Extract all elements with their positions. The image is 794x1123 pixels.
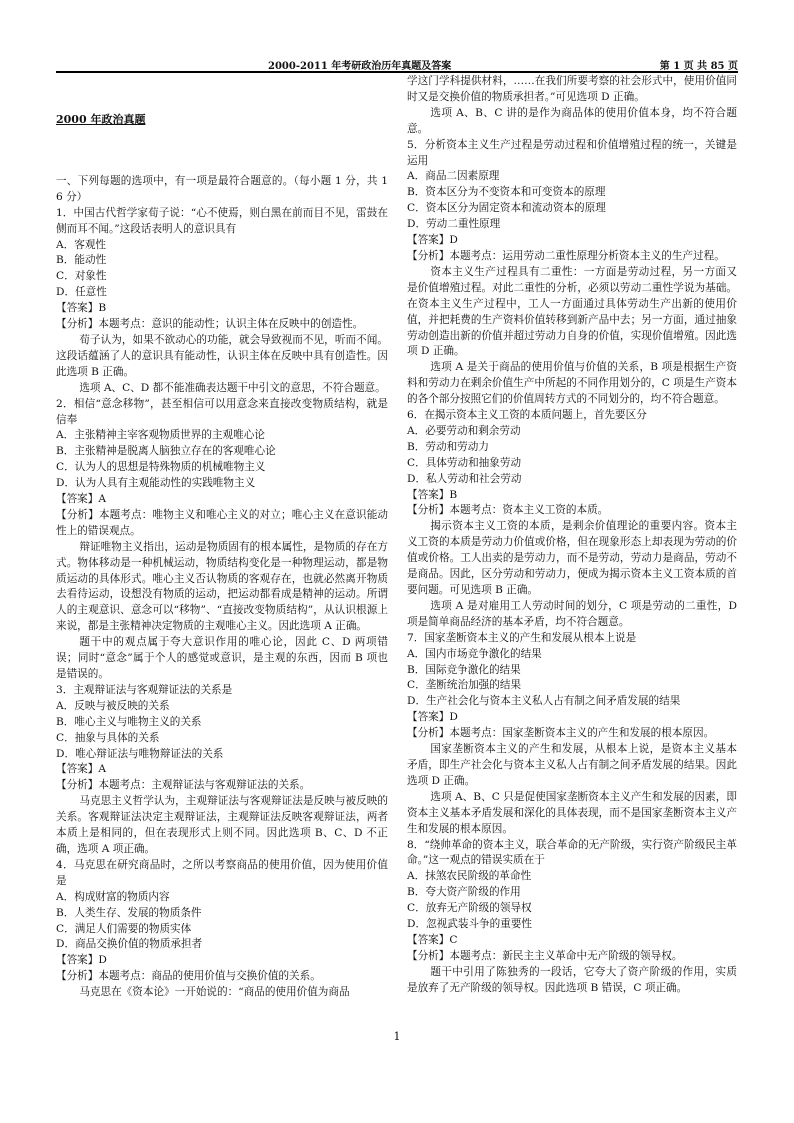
paragraph: B．国际竞争激化的结果 xyxy=(407,663,521,676)
paragraph: 选项 A 是关于商品的使用价值与价值的关系，B 项是根据生产资料和劳动力在剩余价值生产中所起的不同作用划分的，C 项是生产资本的各个部分按照它们的价值周转方式的不同划分的，均不符合题意。 xyxy=(407,361,737,406)
paragraph: 荀子认为，如果不欲动心的功能，就会导致视而不见，听而不闻。这段话蕴涵了人的意识具有能动性，认识主体在反映中具有创造性。因此选项 B 正确。 xyxy=(56,333,388,378)
paragraph: 辩证唯物主义指出，运动是物质固有的根本属性，是物质的存在方式。物体移动是一种机械运动，物质结构变化是一种物理运动，都是物质运动的具体形式。唯心主义否认物质的客观存在，也就必然离开物质去看待运动，设想没有物质的运动，把运动都看成是精神的运动。所谓人的主观意识、意念可以“移物”、“直接改变物质结构”，从认识根源上来说，都是主张精神决定物质的主观唯心主义。因此选项 A 正确。 xyxy=(56,540,388,633)
paragraph: 【分析】本题考点：商品的使用价值与交换价值的关系。 xyxy=(56,970,321,983)
paragraph: D．私人劳动和社会劳动 xyxy=(407,472,522,485)
paragraph: C．放弃无产阶级的领导权 xyxy=(407,902,532,915)
paragraph: 资本主义生产过程具有二重性：一方面是劳动过程，另一方面又是价值增殖过程。对此二重性的分析，必须以劳动二重性学说为基础。在资本主义生产过程中，工人一方面通过具体劳动生产出新的使用价值，并把耗费的生产资料价值转移到新产品中去；另一方面，通过抽象劳动创造出新的价值并超过劳动力自身的价值，实现价值增殖。因此选项 D 正确。 xyxy=(407,265,737,358)
paragraph: C．对象性 xyxy=(56,270,107,283)
paragraph: 选项 A、B、C 讲的是作为商品体的使用价值本身，均不符合题意。 xyxy=(407,106,737,135)
paragraph: 6．在揭示资本主义工资的本质问题上，首先要区分 xyxy=(407,409,647,422)
paragraph: 【分析】本题考点：运用劳动二重性原理分析资本主义的生产过程。 xyxy=(407,249,725,262)
paragraph: 【答案】D xyxy=(407,234,458,247)
paragraph: B．能动性 xyxy=(56,254,107,267)
paragraph: B．资本区分为不变资本和可变资本的原理 xyxy=(407,186,606,199)
paragraph: 【答案】A xyxy=(56,763,107,776)
left-column xyxy=(56,74,388,1001)
paragraph: 1．中国古代哲学家荀子说：“心不使焉，则白黑在前而目不见，雷鼓在侧而耳不闻。”这段话表明人的意识具有 xyxy=(56,206,388,235)
paragraph: 8．“绕帅革命的资本主义，联合革命的无产阶级，实行资产阶级民主革命。”这一观点的错误实质在于 xyxy=(407,838,737,867)
paragraph: 国家垄断资本主义的产生和发展，从根本上说，是资本主义基本矛盾，即生产社会化与资本主义私人占有制之间矛盾发展的结果。因此选项 D 正确。 xyxy=(407,743,737,787)
paragraph: B．夸大资产阶级的作用 xyxy=(407,886,521,899)
paragraph: B．唯心主义与唯物主义的关系 xyxy=(56,715,202,728)
paragraph: 选项 A、B、C 只是促使国家垄断资本主义产生和发展的因素，即资本主义基本矛盾发展和深化的具体表现，而不是国家垄断资本主义产生和发展的根本原因。 xyxy=(407,790,737,835)
paragraph: A．反映与被反映的关系 xyxy=(56,699,170,712)
paragraph: C．资本区分为固定资本和流动资本的原理 xyxy=(407,202,606,215)
paragraph: 7．国家垄断资本主义的产生和发展从根本上说是 xyxy=(407,631,637,644)
page-header xyxy=(56,57,738,73)
paragraph: 马克思主义哲学认为，主观辩证法与客观辩证法是反映与被反映的关系。客观辩证法决定主观辩证法，主观辩证法反映客观辩证法，两者本质上是相同的，但在表现形式上则不同。因此选项 B、C、D 不正确，选项 A 项正确。 xyxy=(56,795,388,855)
paragraph: 选项 A 是对雇用工人劳动时间的划分，C 项是劳动的二重性，D 项是简单商品经济的基本矛盾，均不符合题意。 xyxy=(407,599,737,628)
paragraph: 【答案】A xyxy=(56,493,107,506)
paragraph: 【分析】本题考点：唯物主义和唯心主义的对立；唯心主义在意识能动性上的错误观点。 xyxy=(56,508,388,537)
paragraph: A．主张精神主宰客观物质世界的主观唯心论 xyxy=(56,429,265,442)
paragraph: D．认为人具有主观能动性的实践唯物主义 xyxy=(56,477,256,490)
paragraph: 【答案】B xyxy=(56,302,107,315)
paragraph: A．构成财富的物质内容 xyxy=(56,890,170,903)
paragraph: D．忽视武装斗争的重要性 xyxy=(407,918,533,931)
paragraph: 【答案】C xyxy=(407,933,458,946)
paragraph: 2．相信“意念移物”，甚至相信可以用意念来直接改变物质结构，就是信奉 xyxy=(56,397,388,426)
paragraph: 【分析】本题考点：意识的能动性；认识主体在反映中的创造性。 xyxy=(56,318,364,331)
paragraph: C．垄断统治加强的结果 xyxy=(407,679,522,692)
paragraph: 【答案】D xyxy=(407,711,458,724)
paragraph: A．商品二因素原理 xyxy=(407,170,500,183)
paragraph: 【分析】本题考点：新民主主义革命中无产阶级的领导权。 xyxy=(407,949,683,962)
paragraph: 5．分析资本主义生产过程是劳动过程和价值增殖过程的统一，关键是运用 xyxy=(407,138,737,167)
page-number: 1 xyxy=(393,1030,401,1043)
paragraph: B．主张精神是脱离人脑独立存在的客观唯心论 xyxy=(56,445,276,458)
paragraph: 题干中引用了陈独秀的一段话，它夸大了资产阶级的作用，实质是放弃了无产阶级的领导权。因此选项 B 错误，C 项正确。 xyxy=(407,965,737,994)
paragraph: D．劳动二重性原理 xyxy=(407,218,501,231)
paragraph: C．认为人的思想是特殊物质的机械唯物主义 xyxy=(56,461,266,474)
paragraph: B．劳动和劳动力 xyxy=(407,440,489,453)
paragraph: 学这门学科提供材料，……在我们所要考察的社会形式中，使用价值同时又是交换价值的物质承担者。”可见选项 D 正确。 xyxy=(407,75,737,103)
paragraph: C．具体劳动和抽象劳动 xyxy=(407,456,522,469)
paragraph: 【答案】D xyxy=(56,954,107,967)
document-title: 2000-2011 年考研政治历年真题及答案 xyxy=(268,61,452,72)
paragraph: A．抹煞农民阶级的革命性 xyxy=(407,870,532,883)
section-title xyxy=(56,112,388,129)
paragraph: D．唯心辩证法与唯物辩证法的关系 xyxy=(56,747,224,760)
paragraph: D．商品交换价值的物质承担者 xyxy=(56,938,203,951)
paragraph: 一、下列每题的选项中，有一项是最符合题意的。（每小题 1 分，共 16 分） xyxy=(56,174,388,203)
paragraph: 题干中的观点属于夸大意识作用的唯心论，因此 C、D 两项错误；同时“意念”属于个人的感觉或意识，是主观的东西，因而 B 项也是错误的。 xyxy=(56,636,388,680)
paragraph: 【分析】本题考点：主观辩证法与客观辩证法的关系。 xyxy=(56,779,311,792)
paragraph: D．任意性 xyxy=(56,286,107,299)
paragraph: D．生产社会化与资本主义私人占有制之间矛盾发展的结果 xyxy=(407,695,681,708)
paragraph: 4．马克思在研究商品时，之所以考察商品的使用价值，因为使用价值是 xyxy=(56,858,388,887)
paragraph: C．满足人们需要的物质实体 xyxy=(56,922,192,935)
paragraph: 【分析】本题考点：资本主义工资的本质。 xyxy=(407,504,609,517)
paragraph: A．必要劳动和剩余劳动 xyxy=(407,424,521,437)
paragraph: 马克思在《资本论》一开始说的：“商品的使用价值为商品 xyxy=(79,986,350,999)
paragraph: 揭示资本主义工资的本质，是剩余价值理论的重要内容。资本主义工资的本质是劳动力价值或价格，但在现象形态上却表现为劳动的价值或价格。工人出卖的是劳动力，而不是劳动，劳动力是商品，劳动不是商品。因此，区分劳动和劳动力，便成为揭示资本主义工资本质的首要问题。可见选项 B 正确。 xyxy=(407,520,737,596)
page-info: 第 1 页 共 85 页 xyxy=(659,61,738,72)
paragraph: 【答案】B xyxy=(407,488,458,501)
paragraph: 【分析】本题考点：国家垄断资本主义的产生和发展的根本原因。 xyxy=(407,727,715,740)
section-title-text: 2000 年政治真题 xyxy=(56,113,146,126)
paragraph: 3．主观辩证法与客观辩证法的关系是 xyxy=(56,683,233,696)
paragraph: A．客观性 xyxy=(56,238,107,251)
right-column xyxy=(407,74,737,997)
paragraph: A．国内市场竞争激化的结果 xyxy=(407,647,542,660)
paragraph: C．抽象与具体的关系 xyxy=(56,731,160,744)
paragraph: 选项 A、C、D 都不能准确表达题干中引文的意思，不符合题意。 xyxy=(79,381,386,394)
paragraph: B．人类生存、发展的物质条件 xyxy=(56,906,202,919)
